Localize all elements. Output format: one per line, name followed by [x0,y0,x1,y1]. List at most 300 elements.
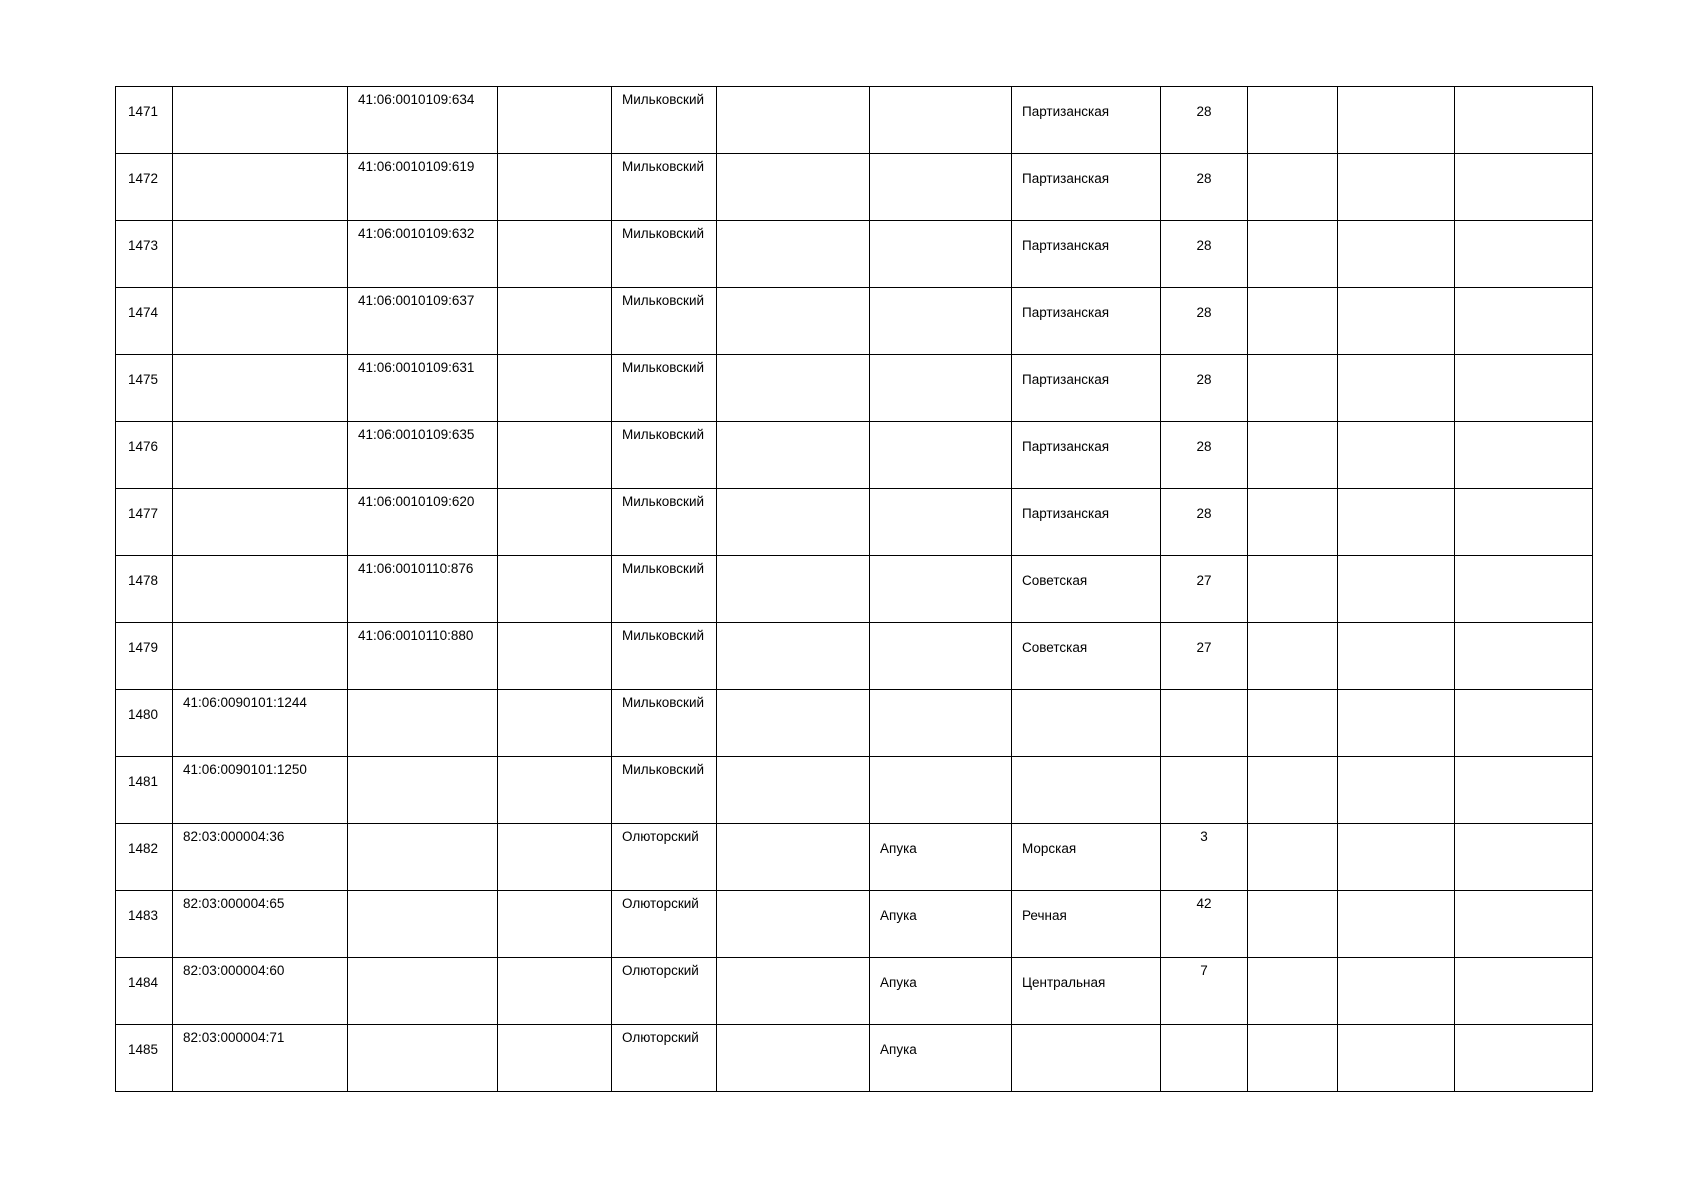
house-number-text: 28 [1196,104,1212,119]
district-text: Мильковский [622,628,705,643]
street-text: Партизанская [1022,171,1110,186]
empty-cell [498,757,612,824]
cadastral-number-text: 41:06:0090101:1244 [183,695,307,710]
cadastral-number-cell [173,288,348,355]
street-cell [1012,891,1161,958]
empty-cell [717,891,870,958]
street-text: Центральная [1022,975,1106,990]
row-number-cell [116,221,173,288]
table-row [116,87,1593,154]
street-cell [1012,422,1161,489]
house-number-text: 28 [1196,305,1212,320]
cadastral-number-secondary-text [348,1025,497,1026]
locality-text [870,757,1011,770]
empty-cell [1338,355,1455,422]
empty-cell [1455,489,1593,556]
locality-cell [870,422,1012,489]
locality-cell [870,556,1012,623]
cadastral-number-cell [173,623,348,690]
empty-cell [498,355,612,422]
empty-cell [498,690,612,757]
locality-cell [870,489,1012,556]
empty-cell [498,1025,612,1092]
house-number-cell [1161,221,1248,288]
row-number-cell [116,891,173,958]
street-text: Морская [1022,841,1077,856]
empty-cell [1455,958,1593,1025]
house-number-text: 42 [1196,896,1212,911]
locality-text: Апука [880,975,917,990]
street-text: Партизанская [1022,305,1110,320]
empty-cell [717,958,870,1025]
cadastral-number-secondary-cell [348,958,498,1025]
cadastral-number-secondary-text [348,824,497,825]
street-text: Партизанская [1022,372,1110,387]
district-text: Мильковский [622,226,705,241]
locality-cell [870,221,1012,288]
empty-cell [717,87,870,154]
empty-cell [1338,489,1455,556]
street-cell [1012,355,1161,422]
house-number-cell [1161,288,1248,355]
empty-cell [1248,690,1338,757]
district-cell [612,489,717,556]
empty-cell [717,489,870,556]
cadastral-number-secondary-text [348,757,497,758]
cadastral-number-secondary-text: 41:06:0010110:880 [358,628,474,643]
empty-cell [717,623,870,690]
cadastral-number-secondary-text: 41:06:0010109:637 [358,293,475,308]
cadastral-number-text [173,87,347,88]
row-number-text: 1482 [128,841,159,856]
locality-text: Апука [880,908,917,923]
district-cell [612,556,717,623]
house-number-text: 27 [1196,640,1212,655]
empty-cell [1248,623,1338,690]
empty-cell [1248,288,1338,355]
cadastral-number-secondary-text: 41:06:0010109:620 [358,494,475,509]
empty-cell [1338,690,1455,757]
row-number-text: 1473 [128,238,159,253]
empty-cell [717,757,870,824]
district-cell [612,87,717,154]
locality-text: Апука [880,841,917,856]
street-cell [1012,1025,1161,1092]
cadastral-number-secondary-text [348,690,497,691]
row-number-text: 1481 [128,774,159,789]
district-cell [612,757,717,824]
cadastral-number-text [173,288,347,289]
street-text: Партизанская [1022,104,1110,119]
cadastral-number-cell [173,87,348,154]
empty-cell [1338,757,1455,824]
cadastral-number-text [173,154,347,155]
street-cell [1012,757,1161,824]
locality-cell [870,87,1012,154]
cadastral-number-cell [173,556,348,623]
cadastral-number-secondary-text: 41:06:0010110:876 [358,561,474,576]
district-text: Мильковский [622,561,705,576]
row-number-text: 1475 [128,372,159,387]
house-number-cell [1161,824,1248,891]
street-text [1012,690,1160,703]
table-row [116,355,1593,422]
cadastral-number-cell [173,489,348,556]
cadastral-number-secondary-cell [348,221,498,288]
street-cell [1012,288,1161,355]
empty-cell [1248,422,1338,489]
district-text: Олюторский [622,1030,699,1045]
table-row [116,556,1593,623]
district-text: Мильковский [622,494,705,509]
cadastral-number-secondary-cell [348,489,498,556]
street-cell [1012,489,1161,556]
row-number-cell [116,355,173,422]
row-number-cell [116,690,173,757]
cadastral-number-secondary-cell [348,824,498,891]
empty-cell [1338,288,1455,355]
empty-cell [1338,87,1455,154]
empty-cell [1455,690,1593,757]
street-text: Партизанская [1022,238,1110,253]
district-text: Мильковский [622,360,705,375]
cadastral-number-cell [173,690,348,757]
empty-cell [1455,87,1593,154]
district-cell [612,690,717,757]
empty-cell [1248,154,1338,221]
house-number-cell [1161,355,1248,422]
locality-cell [870,1025,1012,1092]
row-number-cell [116,1025,173,1092]
cadastral-number-cell [173,824,348,891]
locality-cell [870,958,1012,1025]
cadastral-number-cell [173,1025,348,1092]
cadastral-number-text: 82:03:000004:36 [183,829,285,844]
empty-cell [498,154,612,221]
table-row [116,690,1593,757]
locality-text [870,623,1011,636]
cadastral-number-secondary-text: 41:06:0010109:635 [358,427,475,442]
empty-cell [717,690,870,757]
street-text [1012,1025,1160,1038]
table-row [116,824,1593,891]
locality-text [870,154,1011,167]
empty-cell [1338,556,1455,623]
cadastral-number-cell [173,891,348,958]
empty-cell [1248,489,1338,556]
house-number-text: 28 [1196,171,1212,186]
cadastral-number-secondary-cell [348,623,498,690]
street-cell [1012,87,1161,154]
house-number-cell [1161,422,1248,489]
table-row [116,1025,1593,1092]
row-number-text: 1474 [128,305,159,320]
empty-cell [717,221,870,288]
house-number-cell [1161,891,1248,958]
cadastral-number-text: 82:03:000004:71 [183,1030,285,1045]
table-row [116,891,1593,958]
cadastral-number-secondary-text: 41:06:0010109:632 [358,226,475,241]
house-number-cell [1161,690,1248,757]
district-cell [612,623,717,690]
house-number-cell [1161,958,1248,1025]
empty-cell [717,422,870,489]
cadastral-number-secondary-text [348,891,497,892]
empty-cell [1338,221,1455,288]
house-number-text: 28 [1196,439,1212,454]
table-row [116,221,1593,288]
empty-cell [1248,757,1338,824]
district-cell [612,824,717,891]
cadastral-number-cell [173,221,348,288]
house-number-text: 28 [1196,372,1212,387]
cadastral-number-cell [173,422,348,489]
empty-cell [1248,1025,1338,1092]
cadastral-number-text [173,355,347,356]
cadastral-number-text [173,623,347,624]
document-page [115,86,1593,1092]
empty-cell [498,958,612,1025]
table-row [116,757,1593,824]
district-text: Мильковский [622,695,705,710]
district-text: Олюторский [622,829,699,844]
street-cell [1012,154,1161,221]
cadastral-number-secondary-text: 41:06:0010109:631 [358,360,475,375]
cadastral-number-secondary-cell [348,690,498,757]
row-number-text: 1485 [128,1042,159,1057]
table-row [116,958,1593,1025]
cadastral-number-text: 41:06:0090101:1250 [183,762,307,777]
row-number-text: 1476 [128,439,159,454]
house-number-text: 28 [1196,506,1212,521]
empty-cell [1338,958,1455,1025]
empty-cell [1455,1025,1593,1092]
cadastral-number-secondary-cell [348,422,498,489]
locality-cell [870,623,1012,690]
cadastral-number-secondary-text: 41:06:0010109:634 [358,92,475,107]
street-cell [1012,623,1161,690]
cadastral-number-secondary-text: 41:06:0010109:619 [358,159,475,174]
table-row [116,288,1593,355]
street-text: Советская [1022,640,1088,655]
street-cell [1012,958,1161,1025]
street-cell [1012,221,1161,288]
house-number-text [1161,1025,1247,1026]
empty-cell [1455,757,1593,824]
empty-cell [1455,556,1593,623]
street-text: Партизанская [1022,439,1110,454]
locality-text [870,422,1011,435]
house-number-cell [1161,87,1248,154]
empty-cell [1338,891,1455,958]
district-text: Мильковский [622,92,705,107]
locality-text [870,556,1011,569]
district-cell [612,355,717,422]
empty-cell [498,288,612,355]
empty-cell [498,556,612,623]
empty-cell [1455,623,1593,690]
district-text: Мильковский [622,159,705,174]
street-text: Партизанская [1022,506,1110,521]
cadastral-number-cell [173,958,348,1025]
district-text: Мильковский [622,293,705,308]
empty-cell [1338,422,1455,489]
empty-cell [498,891,612,958]
district-text: Олюторский [622,963,699,978]
row-number-text: 1471 [128,104,159,119]
district-cell [612,1025,717,1092]
row-number-cell [116,489,173,556]
locality-cell [870,355,1012,422]
empty-cell [717,556,870,623]
empty-cell [1455,891,1593,958]
house-number-cell [1161,623,1248,690]
empty-cell [1248,891,1338,958]
empty-cell [1338,1025,1455,1092]
table-row [116,154,1593,221]
cadastral-number-secondary-cell [348,1025,498,1092]
empty-cell [1455,355,1593,422]
cadastral-number-text: 82:03:000004:60 [183,963,285,978]
district-cell [612,958,717,1025]
table-row [116,623,1593,690]
locality-text [870,288,1011,301]
empty-cell [498,221,612,288]
empty-cell [498,824,612,891]
row-number-text: 1480 [128,707,159,722]
row-number-text: 1478 [128,573,159,588]
empty-cell [1248,958,1338,1025]
cadastral-number-secondary-cell [348,355,498,422]
house-number-text [1161,757,1247,770]
street-cell [1012,824,1161,891]
cadastral-number-secondary-cell [348,87,498,154]
locality-cell [870,757,1012,824]
locality-cell [870,824,1012,891]
empty-cell [1248,87,1338,154]
house-number-cell [1161,489,1248,556]
cadastral-number-cell [173,154,348,221]
street-text: Речная [1022,908,1067,923]
cadastral-number-secondary-cell [348,891,498,958]
street-text: Советская [1022,573,1088,588]
locality-cell [870,154,1012,221]
row-number-text: 1483 [128,908,159,923]
locality-text: Апука [880,1042,917,1057]
empty-cell [1338,824,1455,891]
house-number-cell [1161,757,1248,824]
cadastral-number-cell [173,757,348,824]
district-cell [612,891,717,958]
empty-cell [498,87,612,154]
empty-cell [498,623,612,690]
empty-cell [1248,556,1338,623]
street-text [1012,757,1160,770]
empty-cell [1338,154,1455,221]
house-number-text [1161,690,1247,703]
empty-cell [498,422,612,489]
row-number-cell [116,556,173,623]
row-number-cell [116,757,173,824]
row-number-cell [116,958,173,1025]
empty-cell [717,288,870,355]
locality-text [870,87,1011,100]
row-number-text: 1477 [128,506,159,521]
cadastral-number-secondary-cell [348,757,498,824]
district-cell [612,422,717,489]
empty-cell [717,154,870,221]
locality-cell [870,690,1012,757]
registry-table [115,86,1593,1092]
house-number-cell [1161,556,1248,623]
locality-cell [870,288,1012,355]
empty-cell [1248,824,1338,891]
empty-cell [717,824,870,891]
cadastral-number-text [173,422,347,423]
house-number-cell [1161,154,1248,221]
empty-cell [1248,221,1338,288]
locality-text [870,221,1011,234]
table-row [116,489,1593,556]
house-number-text: 27 [1196,573,1212,588]
cadastral-number-secondary-cell [348,556,498,623]
district-text: Мильковский [622,762,705,777]
locality-text [870,489,1011,502]
locality-text [870,690,1011,703]
cadastral-number-secondary-text [348,958,497,959]
empty-cell [717,1025,870,1092]
cadastral-number-cell [173,355,348,422]
district-cell [612,288,717,355]
empty-cell [1455,824,1593,891]
district-cell [612,221,717,288]
district-cell [612,154,717,221]
street-cell [1012,556,1161,623]
table-row [116,422,1593,489]
locality-cell [870,891,1012,958]
row-number-text: 1479 [128,640,159,655]
row-number-cell [116,623,173,690]
empty-cell [1455,288,1593,355]
empty-cell [717,355,870,422]
empty-cell [1455,422,1593,489]
row-number-text: 1472 [128,171,159,186]
cadastral-number-text [173,556,347,557]
district-text: Мильковский [622,427,705,442]
row-number-cell [116,824,173,891]
empty-cell [1338,623,1455,690]
empty-cell [1248,355,1338,422]
cadastral-number-text [173,221,347,222]
empty-cell [1455,154,1593,221]
house-number-text: 7 [1200,963,1208,978]
cadastral-number-secondary-cell [348,288,498,355]
row-number-cell [116,288,173,355]
row-number-cell [116,154,173,221]
row-number-cell [116,422,173,489]
cadastral-number-secondary-cell [348,154,498,221]
house-number-text: 3 [1200,829,1208,844]
street-cell [1012,690,1161,757]
cadastral-number-text: 82:03:000004:65 [183,896,285,911]
district-text: Олюторский [622,896,699,911]
empty-cell [498,489,612,556]
empty-cell [1455,221,1593,288]
house-number-text: 28 [1196,238,1212,253]
cadastral-number-text [173,489,347,490]
row-number-cell [116,87,173,154]
house-number-cell [1161,1025,1248,1092]
